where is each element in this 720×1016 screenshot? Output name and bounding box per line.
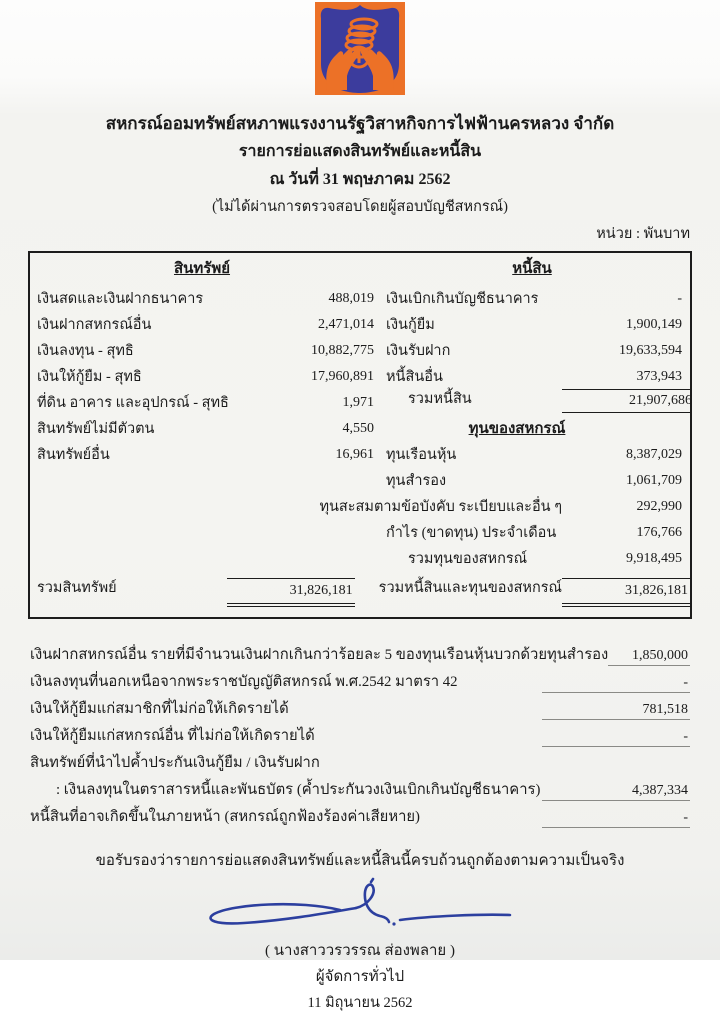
equity-section-header: ทุนของสหกรณ์ bbox=[468, 421, 566, 437]
table-row bbox=[30, 283, 690, 309]
note-label: เงินลงทุนที่นอกเหนือจากพระราชบัญญัติสหกรณ์ พ.ศ.2542 มาตรา 42 bbox=[30, 674, 458, 690]
liability-label: เงินกู้ยืม bbox=[386, 317, 435, 333]
asset-value: 2,471,014 bbox=[318, 317, 374, 332]
audit-note: (ไม่ได้ผ่านการตรวจสอบโดยผู้สอบบัญชีสหกรณ์) bbox=[212, 199, 508, 215]
asset-label: สินทรัพย์อื่น bbox=[37, 447, 110, 463]
note-value: 1,850,000 bbox=[608, 648, 690, 666]
note-value bbox=[542, 773, 690, 774]
handwritten-signature bbox=[180, 878, 540, 936]
org-name: สหกรณ์ออมทรัพย์สหภาพแรงงานรัฐวิสาหกิจการไฟฟ้านครหลวง จำกัด bbox=[105, 114, 615, 133]
table-row-total-liabilities bbox=[30, 387, 690, 413]
note-value: - bbox=[542, 729, 690, 747]
table-row bbox=[30, 309, 690, 335]
note-value: 4,387,334 bbox=[542, 783, 690, 801]
unit-label: หน่วย : พันบาท bbox=[596, 226, 690, 242]
asset-label: สินทรัพย์ไม่มีตัวตน bbox=[37, 421, 155, 437]
liability-value: 292,990 bbox=[636, 499, 682, 514]
total-assets-value: 31,826,181 bbox=[227, 578, 345, 607]
table-row bbox=[30, 517, 690, 543]
table-row bbox=[30, 439, 690, 465]
as-of-date: ณ วันที่ 31 พฤษภาคม 2562 bbox=[269, 171, 451, 188]
note-row bbox=[30, 774, 690, 801]
note-label: เงินฝากสหกรณ์อื่น รายที่มีจำนวนเงินฝากเกินกว่าร้อยละ 5 ของทุนเรือนหุ้นบวกด้วยทุนสำรอง bbox=[30, 647, 609, 663]
signer-block bbox=[0, 938, 720, 1016]
note-value: 781,518 bbox=[542, 702, 690, 720]
certification-statement: ขอรับรองว่ารายการย่อแสดงสินทรัพย์และหนี้สินนี้ครบถ้วนถูกต้องตามความเป็นจริง bbox=[95, 853, 625, 869]
asset-value: 4,550 bbox=[342, 421, 374, 436]
asset-label: ที่ดิน อาคาร และอุปกรณ์ - สุทธิ bbox=[37, 395, 229, 411]
table-row bbox=[30, 465, 690, 491]
table-row-equity-header bbox=[30, 413, 690, 439]
asset-label: เงินให้กู้ยืม - สุทธิ bbox=[37, 369, 142, 385]
signed-date: 11 มิถุนายน 2562 bbox=[307, 995, 413, 1011]
asset-value: 10,882,775 bbox=[311, 343, 374, 358]
total-liabilities-equity-value: 31,826,181 bbox=[562, 578, 690, 607]
note-row bbox=[30, 801, 690, 828]
asset-value: 488,019 bbox=[328, 291, 374, 306]
liability-value: 1,900,149 bbox=[626, 317, 682, 332]
liability-value: 373,943 bbox=[636, 369, 682, 384]
note-label: สินทรัพย์ที่นำไปค้ำประกันเงินกู้ยืม / เงินรับฝาก bbox=[30, 755, 320, 771]
note-label: เงินให้กู้ยืมแก่สมาชิกที่ไม่ก่อให้เกิดรายได้ bbox=[30, 701, 289, 717]
liability-label: กำไร (ขาดทุน) ประจำเดือน bbox=[386, 525, 557, 541]
table-row-total-equity bbox=[30, 543, 690, 569]
asset-label: เงินสดและเงินฝากธนาคาร bbox=[37, 291, 204, 307]
note-row bbox=[30, 666, 690, 693]
asset-label: เงินฝากสหกรณ์อื่น bbox=[37, 317, 152, 333]
logo-container bbox=[0, 0, 720, 96]
note-row bbox=[30, 747, 690, 774]
asset-value: 17,960,891 bbox=[311, 369, 374, 384]
cooperative-emblem-icon bbox=[315, 2, 405, 95]
table-grand-total-row bbox=[30, 573, 690, 607]
liability-value: 9,918,495 bbox=[626, 551, 682, 566]
liability-label: เงินรับฝาก bbox=[386, 343, 451, 359]
table-row bbox=[30, 335, 690, 361]
total-assets-label: รวมสินทรัพย์ bbox=[37, 580, 117, 596]
assets-column-header: สินทรัพย์ bbox=[173, 261, 231, 277]
liability-label: หนี้สินอื่น bbox=[386, 369, 443, 385]
note-label: : เงินลงทุนในตราสารหนี้และพันธบัตร (ค้ำประกันวงเงินเบิกเกินบัญชีธนาคาร) bbox=[56, 782, 541, 798]
note-value: - bbox=[542, 675, 690, 693]
liability-label: ทุนเรือนหุ้น bbox=[386, 447, 457, 463]
liability-label: ทุนสะสมตามข้อบังคับ ระเบียบและอื่น ๆ bbox=[319, 499, 562, 515]
signer-title: ผู้จัดการทั่วไป bbox=[315, 969, 405, 985]
document-title: รายการย่อแสดงสินทรัพย์และหนี้สิน bbox=[238, 143, 482, 160]
signature-container bbox=[0, 878, 720, 936]
note-label: เงินให้กู้ยืมแก่สหกรณ์อื่น ที่ไม่ก่อให้เกิดรายได้ bbox=[30, 728, 315, 744]
note-row bbox=[30, 693, 690, 720]
signer-name: ( นางสาววรวรรณ ส่องพลาย ) bbox=[265, 943, 455, 959]
liability-label: เงินเบิกเกินบัญชีธนาคาร bbox=[386, 291, 539, 307]
liabilities-column-header: หนี้สิน bbox=[512, 261, 552, 277]
notes-section bbox=[30, 639, 690, 828]
liability-value: 176,766 bbox=[636, 525, 682, 540]
note-value: - bbox=[542, 810, 690, 828]
asset-label: เงินลงทุน - สุทธิ bbox=[37, 343, 134, 359]
asset-value: 1,971 bbox=[342, 395, 374, 410]
liability-value: - bbox=[677, 291, 682, 306]
asset-value: 16,961 bbox=[335, 447, 374, 462]
liability-label: ทุนสำรอง bbox=[386, 473, 447, 489]
table-row bbox=[30, 361, 690, 387]
liability-label: รวมทุนของสหกรณ์ bbox=[408, 551, 528, 567]
document-header bbox=[0, 110, 720, 220]
table-row bbox=[30, 491, 690, 517]
liability-value: 8,387,029 bbox=[626, 447, 682, 462]
balance-sheet-table bbox=[28, 251, 692, 619]
liability-value: 19,633,594 bbox=[619, 343, 682, 358]
liability-label: รวมหนี้สิน bbox=[408, 391, 472, 407]
liability-value: 1,061,709 bbox=[626, 473, 682, 488]
liability-value: 21,907,686 bbox=[562, 389, 690, 413]
note-row bbox=[30, 639, 690, 666]
total-liabilities-equity-label: รวมหนี้สินและทุนของสหกรณ์ bbox=[378, 580, 562, 596]
table-header-row bbox=[30, 255, 690, 283]
note-label: หนี้สินที่อาจเกิดขึ้นในภายหน้า (สหกรณ์ถูกฟ้องร้องค่าเสียหาย) bbox=[30, 809, 420, 825]
note-row bbox=[30, 720, 690, 747]
